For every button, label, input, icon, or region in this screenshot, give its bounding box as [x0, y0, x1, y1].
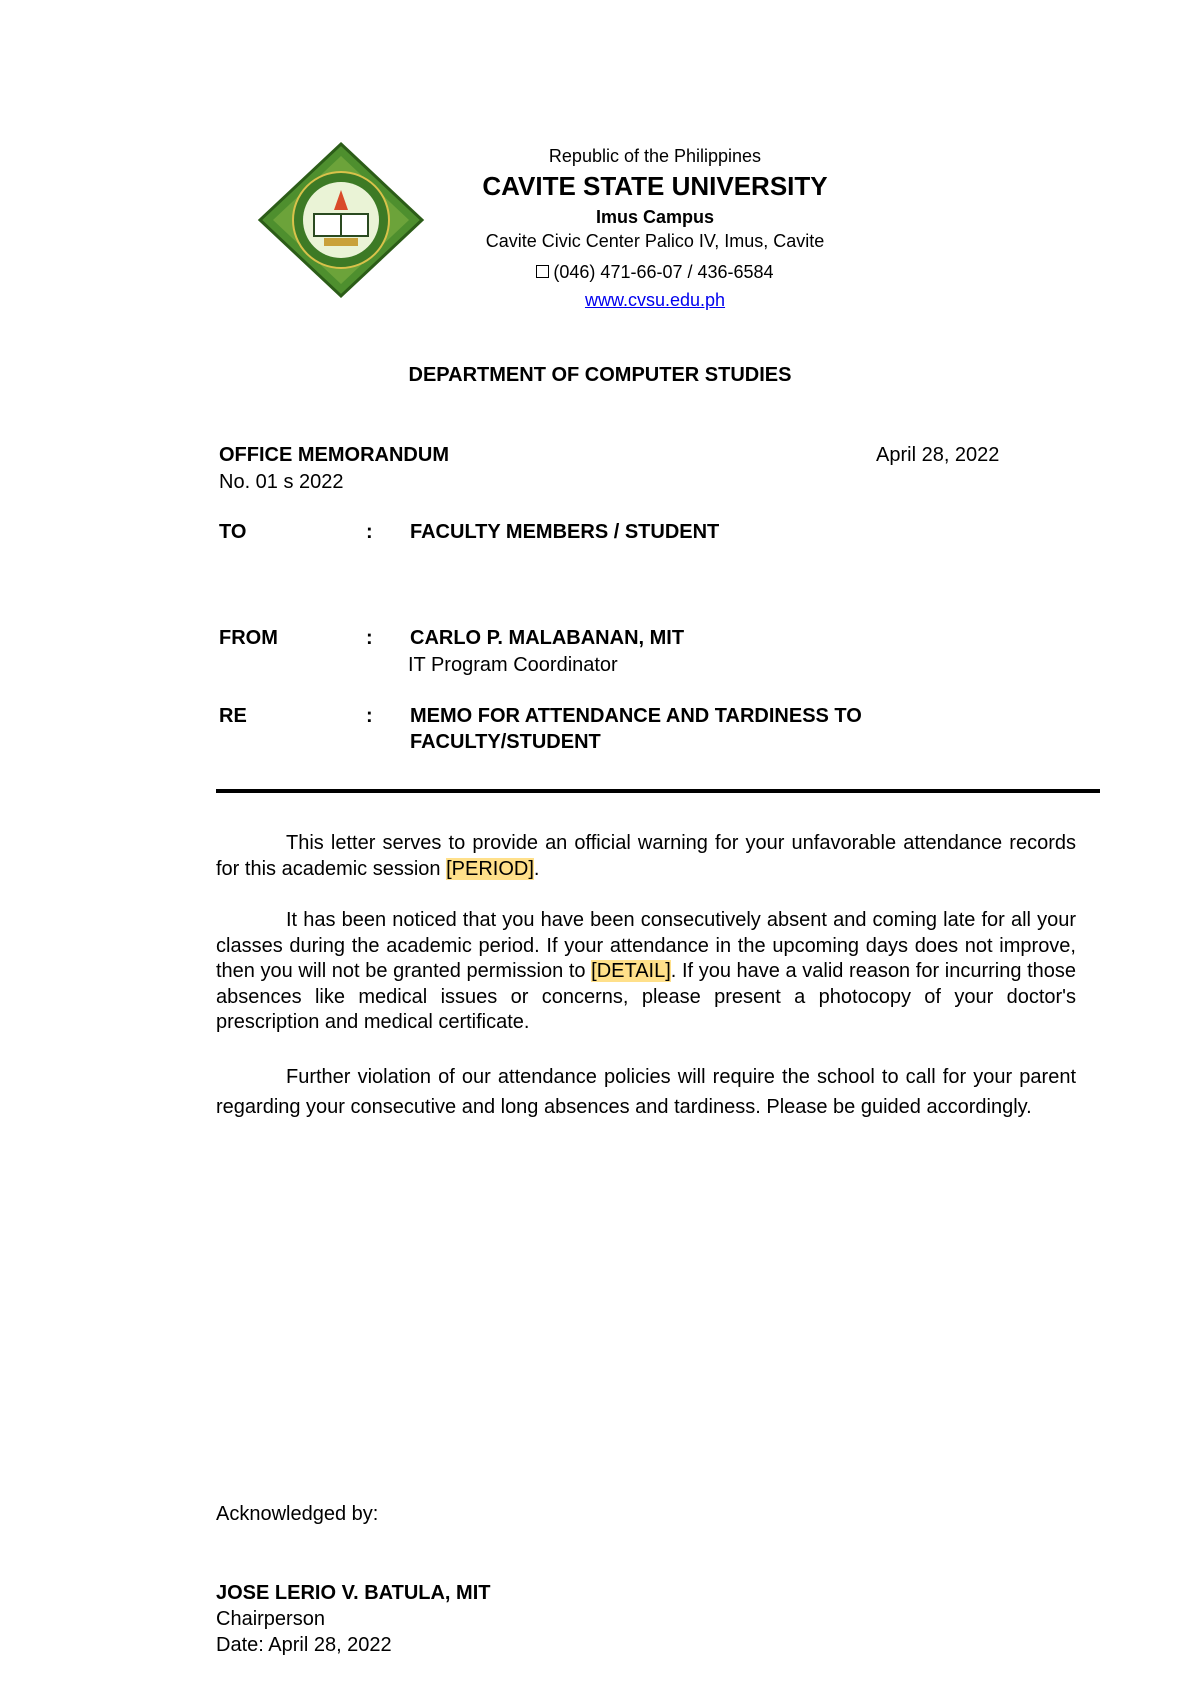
from-name: CARLO P. MALABANAN, MIT [410, 627, 685, 649]
from-title: IT Program Coordinator [408, 654, 618, 676]
memo-title: OFFICE MEMORANDUM [219, 444, 449, 466]
period-placeholder: [PERIOD] [446, 857, 534, 880]
signatory-name: JOSE LERIO V. BATULA, MIT [216, 1582, 491, 1604]
from-label: FROM [219, 627, 278, 649]
university-name: CAVITE STATE UNIVERSITY [482, 171, 828, 201]
detail-placeholder: [DETAIL] [591, 960, 671, 982]
acknowledged-label: Acknowledged by: [216, 1503, 379, 1525]
from-colon: : [366, 627, 373, 649]
to-label: TO [219, 521, 247, 543]
body-paragraph-3: Further violation of our attendance policies will require the school to call for your parent regarding your consecutive and long absences and tardiness. Please be guided accordingly. [216, 1066, 1076, 1118]
department-title: DEPARTMENT OF COMPUTER STUDIES [408, 364, 792, 386]
campus-address: Cavite Civic Center Palico IV, Imus, Cavite [485, 231, 825, 251]
to-value: FACULTY MEMBERS / STUDENT [410, 521, 720, 543]
republic-line: Republic of the Philippines [548, 146, 762, 166]
re-colon: : [366, 705, 373, 727]
re-line-2: FACULTY/STUDENT [410, 731, 601, 753]
to-colon: : [366, 521, 373, 543]
website-link[interactable]: www.cvsu.edu.ph [584, 290, 726, 310]
memo-number: No. 01 s 2022 [219, 471, 344, 493]
memo-date: April 28, 2022 [876, 444, 1000, 466]
university-seal-logo [256, 140, 426, 300]
phone-number: (046) 471-66-07 / 436-6584 [553, 262, 774, 282]
phone-line [440, 262, 870, 283]
body-paragraph-1: This letter serves to provide an official warning for your unfavorable attendance records for this academic session [PERIOD]. [216, 832, 1076, 880]
re-label: RE [219, 705, 247, 727]
phone-icon [536, 265, 549, 278]
header-divider [216, 789, 1100, 793]
body-paragraph-2: It has been noticed that you have been consecutively absent and coming late for all your classes during the academic period. If your attendance in the upcoming days does not improve, then you will not be granted permission to [DETAIL]. If you have a valid reason for incurring those absences like medical issues or concerns, please present a photocopy of your doctor's prescription and medical certificate. [216, 909, 1076, 1033]
signatory-position: Chairperson [216, 1608, 325, 1630]
campus-name: Imus Campus [595, 207, 715, 227]
re-line-1: MEMO FOR ATTENDANCE AND TARDINESS TO [410, 705, 862, 727]
signature-date: Date: April 28, 2022 [216, 1634, 392, 1656]
